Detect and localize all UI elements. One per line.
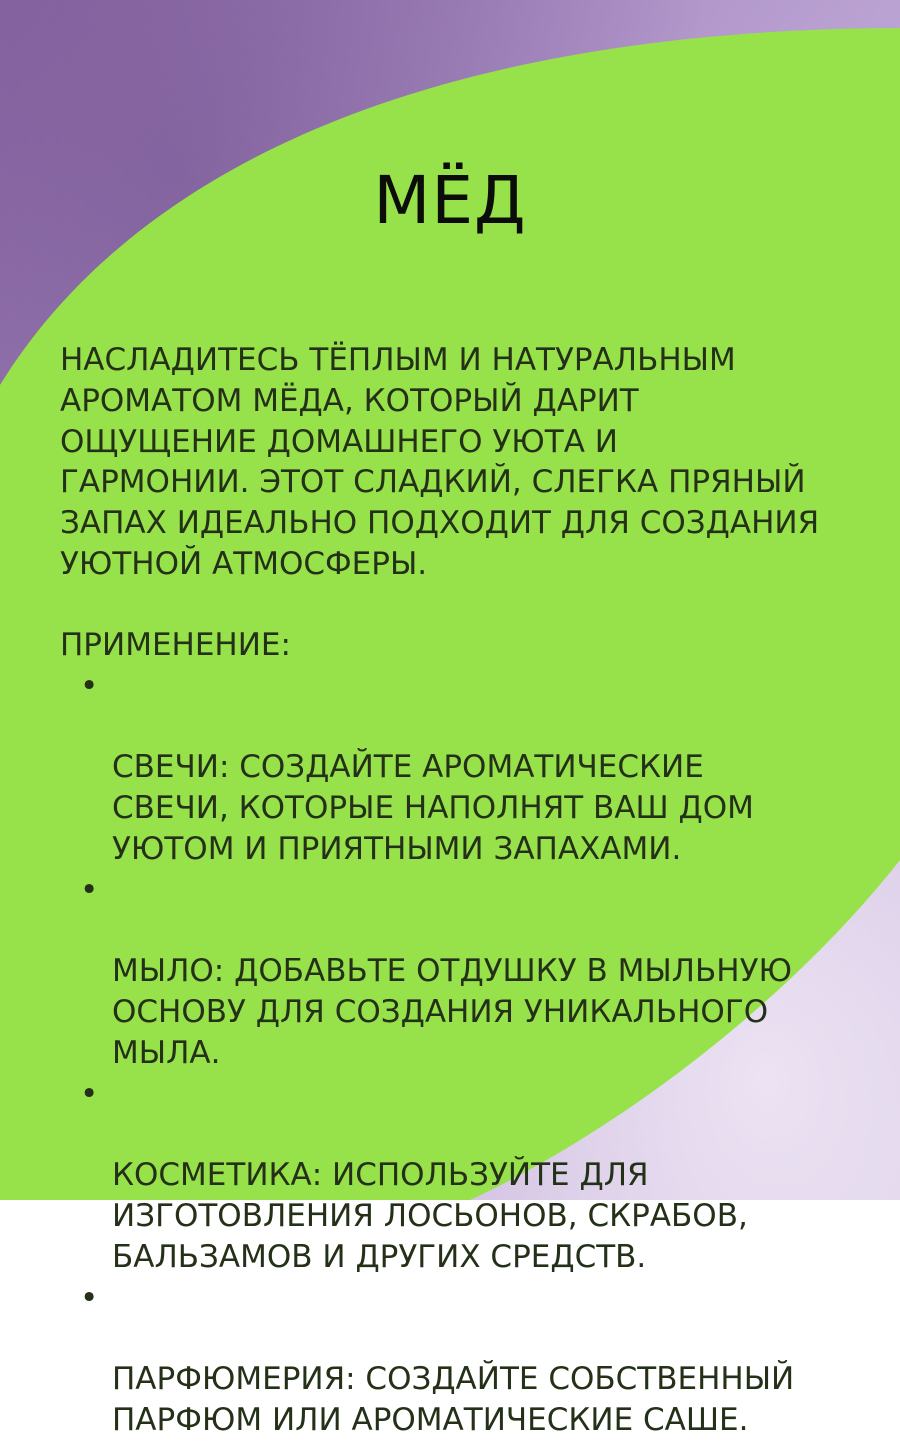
usage-heading: ПРИМЕНЕНИЕ: — [60, 626, 291, 663]
usage-item-text: КОСМЕТИКА: ИСПОЛЬЗУЙТЕ ДЛЯ ИЗГОТОВЛЕНИЯ ЛОСЬОНОВ, СКРАБОВ, БАЛЬЗАМОВ И ДРУГИХ СРЕДСТВ. — [112, 1157, 748, 1275]
usage-item-text: СВЕЧИ: СОЗДАЙТЕ АРОМАТИЧЕСКИЕ СВЕЧИ, КОТОРЫЕ НАПОЛНЯТ ВАШ ДОМ УЮТОМ И ПРИЯТНЫМИ ЗАПАХАМИ. — [112, 749, 754, 867]
usage-item-cosmetics — [60, 1074, 880, 1278]
bullet-icon: • — [80, 1279, 99, 1316]
usage-item-soap — [60, 870, 880, 1074]
bullet-icon: • — [80, 1075, 99, 1112]
usage-item-perfumery — [60, 1278, 880, 1441]
usage-list — [60, 666, 880, 1441]
usage-item-candles — [60, 666, 880, 870]
bullet-icon: • — [80, 871, 99, 908]
intro-paragraph: НАСЛАДИТЕСЬ ТЁПЛЫМ И НАТУРАЛЬНЫМ АРОМАТОМ МЁДА, КОТОРЫЙ ДАРИТ ОЩУЩЕНИЕ ДОМАШНЕГО УЮТА И ГАРМОНИИ. ЭТОТ СЛАДКИЙ, СЛЕГКА ПРЯНЫЙ ЗАПАХ ИДЕАЛЬНО ПОДХОДИТ ДЛЯ СОЗДАНИЯ УЮТНОЙ АТМОСФЕРЫ. — [60, 342, 820, 582]
bullet-icon: • — [80, 667, 99, 704]
description-block — [60, 340, 880, 1441]
product-title: МЁД — [373, 162, 527, 239]
usage-item-text: МЫЛО: ДОБАВЬТЕ ОТДУШКУ В МЫЛЬНУЮ ОСНОВУ ДЛЯ СОЗДАНИЯ УНИКАЛЬНОГО МЫЛА. — [112, 953, 792, 1071]
usage-item-text: ПАРФЮМЕРИЯ: СОЗДАЙТЕ СОБСТВЕННЫЙ ПАРФЮМ ИЛИ АРОМАТИЧЕСКИЕ САШЕ. — [112, 1361, 795, 1438]
